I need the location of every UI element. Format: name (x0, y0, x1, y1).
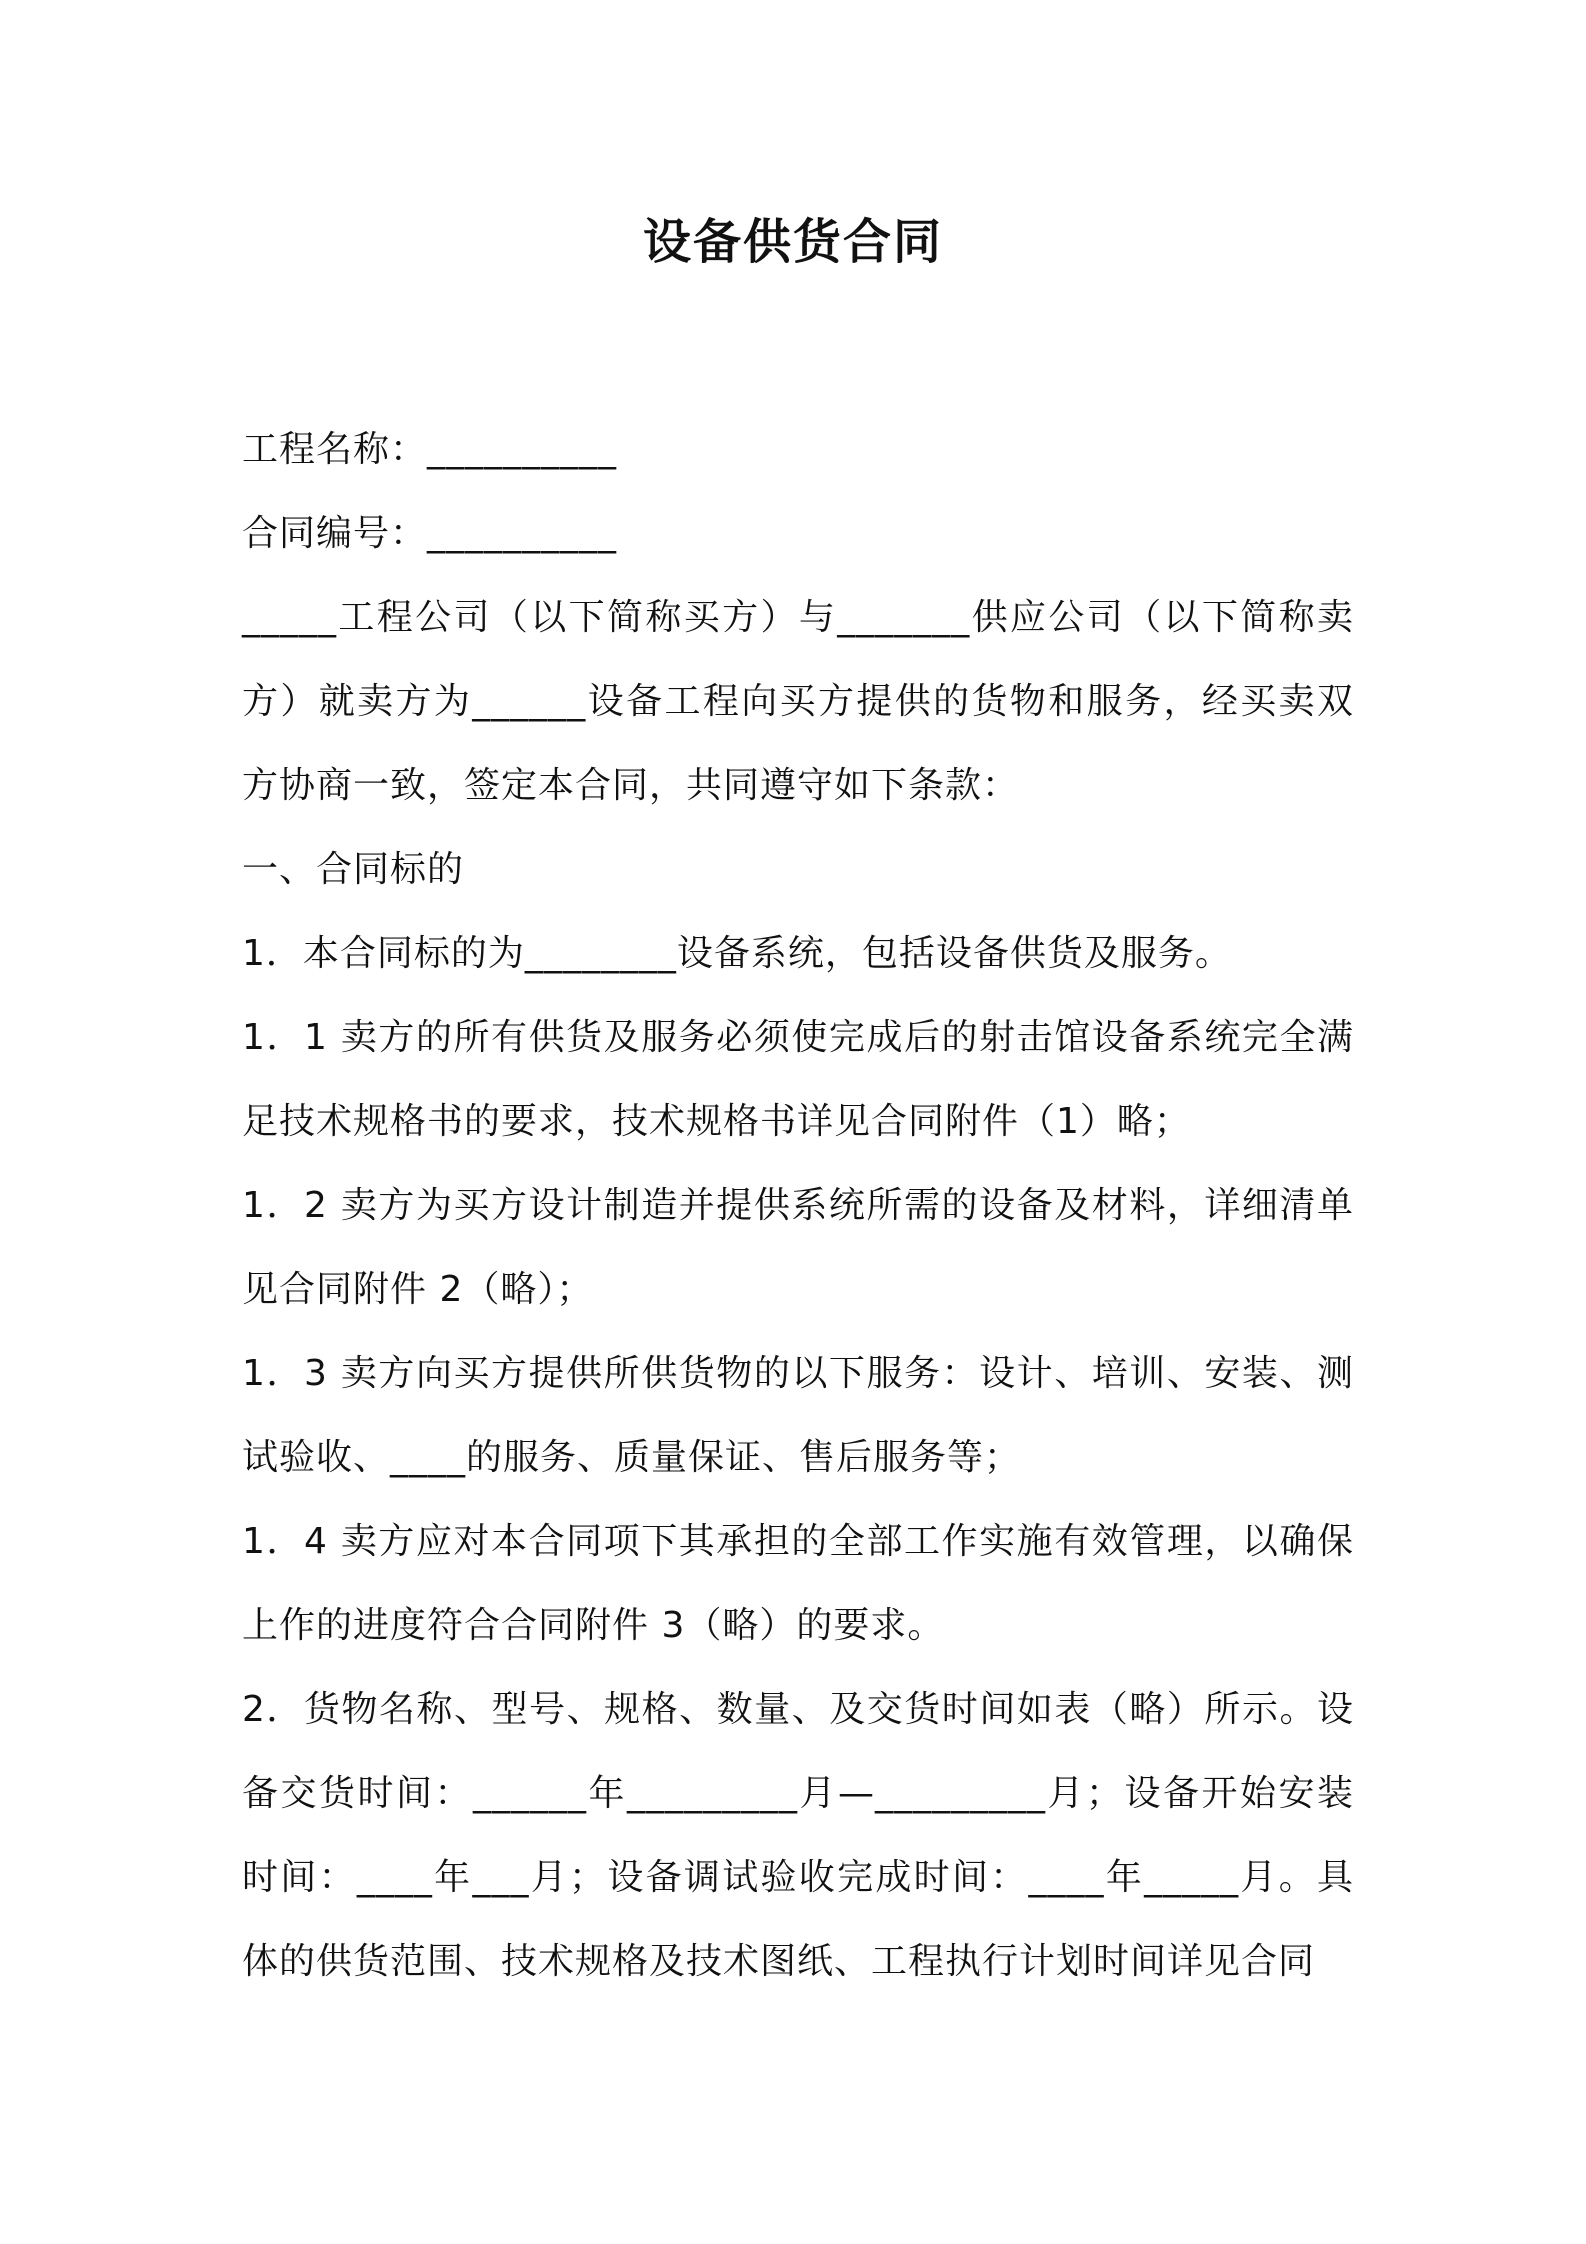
document-body (242, 408, 1354, 2004)
contract-number-line: 合同编号：__________ (242, 513, 618, 554)
section-heading-subject: 一、合同标的 (242, 849, 465, 890)
clause-1-4: 1．4 卖方应对本合同项下其承担的全部工作实施有效管理，以确保上作的进度符合合同附件 3（略）的要求。 (242, 1521, 1354, 1646)
clause-1-2: 1．2 卖方为买方设计制造并提供系统所需的设备及材料，详细清单见合同附件 2（略）； (242, 1185, 1354, 1310)
clause-1: 1．本合同标的为________设备系统，包括设备供货及服务。 (242, 933, 1232, 974)
clause-1-1: 1．1 卖方的所有供货及服务必须使完成后的射击馆设备系统完全满足技术规格书的要求，技术规格书详见合同附件（1）略； (242, 1017, 1354, 1142)
clause-2: 2．货物名称、型号、规格、数量、及交货时间如表（略）所示。设备交货时间：______年_________月—_________月；设备开始安装时间：____年___月；设备调试验收完成时间：____年_____月。具体的供货范围、技术规格及技术图纸、工程执行计划时间详见合同 (242, 1689, 1354, 1982)
document-title: 设备供货合同 (642, 214, 943, 270)
preamble-paragraph: _____工程公司（以下简称买方）与_______供应公司（以下简称卖方）就卖方为______设备工程向买方提供的货物和服务，经买卖双方协商一致，签定本合同，共同遵守如下条款： (242, 597, 1354, 806)
project-name-line: 工程名称：__________ (242, 429, 618, 470)
clause-1-3: 1．3 卖方向买方提供所供货物的以下服务：设计、培训、安装、测试验收、____的服务、质量保证、售后服务等； (242, 1353, 1354, 1478)
